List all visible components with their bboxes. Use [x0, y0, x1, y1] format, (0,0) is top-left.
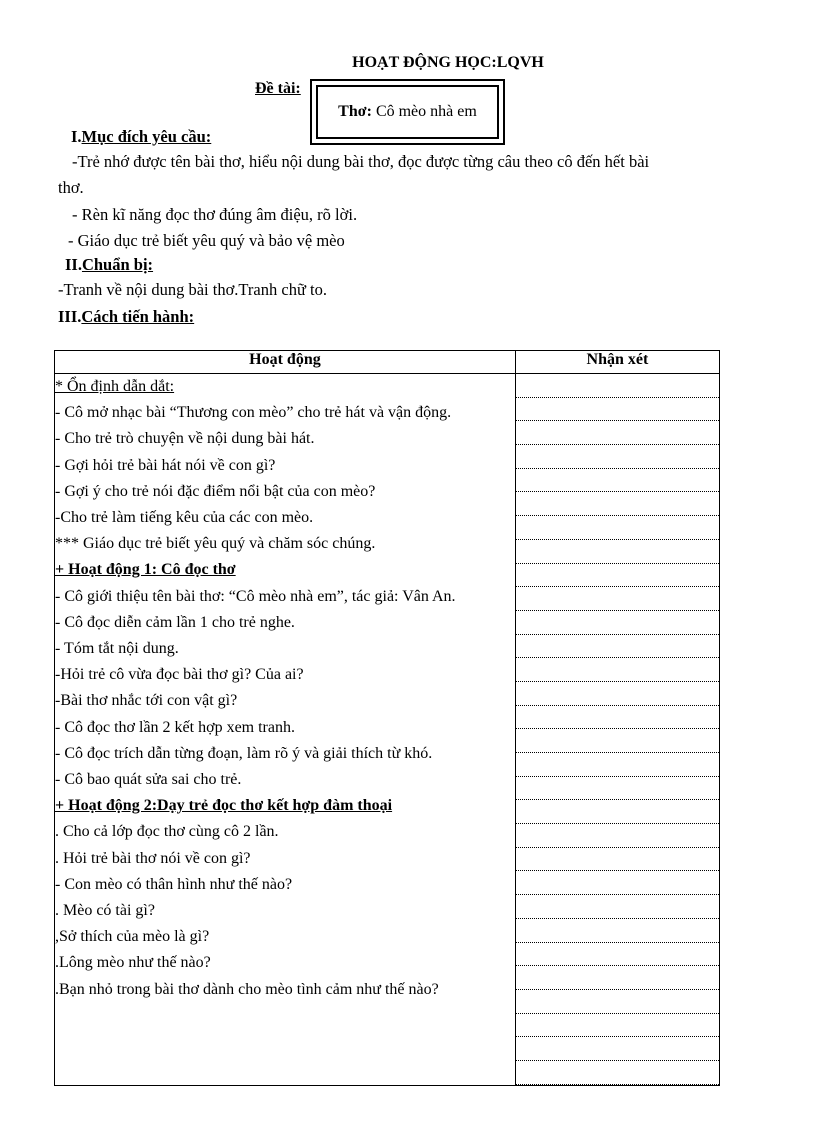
activity-line: * Ổn định dẫn dắt: [55, 378, 175, 395]
topic-type: Thơ: [338, 103, 372, 120]
activity-line: - Cô đọc trích dẫn từng đoạn, làm rõ ý và giải thích từ khó. [55, 744, 433, 762]
comment-dotted-line [516, 492, 719, 516]
section2-heading [65, 255, 153, 275]
topic-text: Cô mèo nhà em [375, 103, 477, 120]
comment-dotted-line [516, 871, 719, 895]
section1-line-3: - Rèn kĩ năng đọc thơ đúng âm điệu, rõ lời. [72, 205, 358, 224]
comment-dotted-line [516, 374, 719, 398]
section3-prefix: III. [58, 307, 82, 326]
activity-line: .Lông mèo như thế nào? [55, 954, 211, 972]
section1-title: Mục đích yêu cầu: [81, 127, 212, 146]
comment-dotted-line [516, 848, 719, 872]
header-activity: Hoạt động [55, 351, 516, 374]
comment-dotted-line [516, 611, 719, 635]
comment-dotted-line [516, 682, 719, 706]
comment-dotted-line [516, 706, 719, 730]
comment-dotted-line [516, 516, 719, 540]
section1-heading [71, 127, 211, 147]
comment-dotted-line [516, 990, 719, 1014]
section1-prefix: I. [71, 127, 82, 146]
activity-line: - Cô đọc thơ lần 2 kết hợp xem tranh. [55, 718, 295, 736]
activity-line: - Cô giới thiệu tên bài thơ: “Cô mèo nhà em”, tác giả: Vân An. [55, 587, 456, 605]
activity-line: + Hoạt động 2:Dạy trẻ đọc thơ kết hợp đàm thoại [55, 797, 393, 815]
activity-line: - Gợi ý cho trẻ nói đặc điểm nổi bật của con mèo? [55, 482, 376, 500]
table-header-row [55, 351, 720, 374]
activity-line: - Cô bao quát sửa sai cho trẻ. [55, 771, 242, 789]
comment-dotted-line [516, 729, 719, 753]
comment-dotted-line [516, 777, 719, 801]
activity-line: *** Giáo dục trẻ biết yêu quý và chăm sóc chúng. [55, 535, 376, 553]
activity-line: ,Sở thích của mèo là gì? [55, 928, 210, 946]
activity-line: + Hoạt động 1: Cô đọc thơ [55, 561, 236, 579]
section1-line-4: - Giáo dục trẻ biết yêu quý và bảo vệ mèo [68, 231, 345, 250]
comment-dotted-line [516, 824, 719, 848]
comment-dotted-line [516, 919, 719, 943]
comment-dotted-line [516, 1014, 719, 1038]
comment-dotted-line [516, 658, 719, 682]
comment-dotted-line [516, 800, 719, 824]
comment-dotted-line [516, 966, 719, 990]
activity-line: - Tóm tắt nội dung. [55, 640, 179, 658]
comment-dotted-line [516, 421, 719, 445]
comment-dotted-line [516, 635, 719, 659]
activity-line: - Gợi hỏi trẻ bài hát nói về con gì? [55, 456, 276, 474]
topic-label: Đề tài: [255, 80, 301, 97]
activity-line: . Mèo có tài gì? [55, 902, 155, 920]
activity-table [54, 350, 720, 1086]
table-body-row [55, 374, 720, 1086]
activity-line: - Cho trẻ trò chuyện về nội dung bài hát. [55, 430, 315, 448]
activity-line: - Cô mở nhạc bài “Thương con mèo” cho trẻ hát và vận động. [55, 404, 452, 422]
section2-title: Chuẩn bị: [81, 255, 154, 274]
activity-line: - Con mèo có thân hình như thế nào? [55, 875, 293, 893]
activity-line: .Bạn nhỏ trong bài thơ dành cho mèo tình cảm như thế nào? [55, 980, 439, 998]
header-comment: Nhận xét [515, 351, 719, 374]
comment-cell [515, 374, 719, 1086]
comment-dotted-line [516, 398, 719, 422]
section3-title: Cách tiến hành: [81, 307, 195, 326]
comment-dotted-line [516, 895, 719, 919]
activity-line: -Hỏi trẻ cô vừa đọc bài thơ gì? Của ai? [55, 666, 304, 684]
comment-dotted-line [516, 445, 719, 469]
comment-dotted-line [516, 587, 719, 611]
comment-dotted-line [516, 1037, 719, 1061]
comment-dotted-line [516, 753, 719, 777]
section3-heading [58, 307, 194, 327]
comment-dotted-line [516, 943, 719, 967]
comment-dotted-line [516, 1061, 719, 1085]
activity-line: -Cho trẻ làm tiếng kêu của các con mèo. [55, 509, 314, 527]
page-title: HOẠT ĐỘNG HỌC:LQVH [352, 54, 544, 71]
activity-line: . Cho cả lớp đọc thơ cùng cô 2 lần. [55, 823, 279, 841]
comment-dotted-line [516, 540, 719, 564]
comment-dotted-line [516, 469, 719, 493]
activity-line: . Hỏi trẻ bài thơ nói về con gì? [55, 849, 251, 867]
activity-line: - Cô đọc diễn cảm lần 1 cho trẻ nghe. [55, 613, 295, 631]
section2-prefix: II. [65, 255, 82, 274]
section1-line-1: -Trẻ nhớ được tên bài thơ, hiểu nội dung bài thơ, đọc được từng câu theo cô đến hết bài [72, 152, 650, 171]
comment-dotted-line [516, 564, 719, 588]
section1-line-2: thơ. [58, 178, 84, 197]
section2-line-1: -Tranh về nội dung bài thơ.Tranh chữ to. [58, 280, 327, 299]
activity-line: -Bài thơ nhắc tới con vật gì? [55, 692, 238, 710]
topic-box [310, 79, 505, 145]
activity-cell [55, 374, 516, 1086]
topic-inner-frame [316, 85, 499, 139]
